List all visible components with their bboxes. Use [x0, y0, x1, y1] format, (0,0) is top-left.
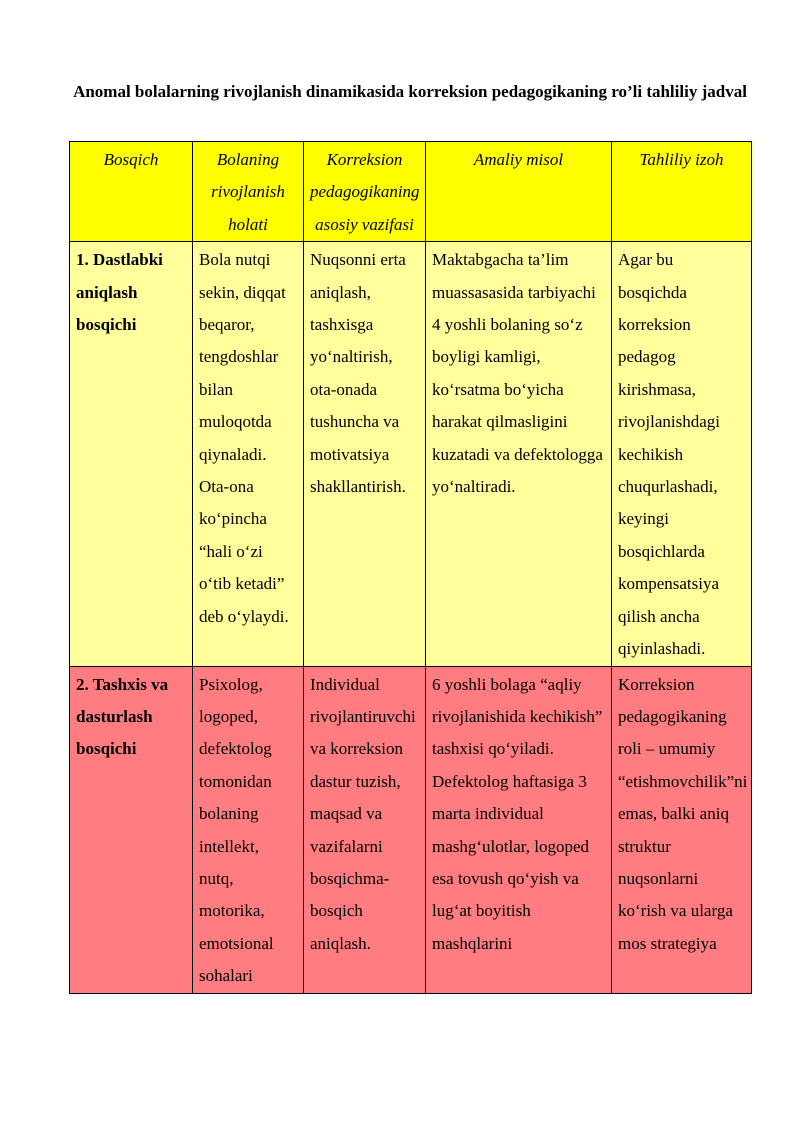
example-cell: Maktabgacha ta’lim muassasasida tarbiyachi 4 yoshli bolaning so‘z boyligi kamligi, ko‘rsatma bo‘yicha harakat qilmasligini kuzatadi va defektologga yo‘naltiradi. [426, 242, 612, 666]
state-cell: Psixolog, logoped, defektolog tomonidan bolaning intellekt, nutq, motorika, emotsional sohalari [193, 666, 304, 993]
example-cell: 6 yoshli bolaga “aqliy rivojlanishida kechikish” tashxisi qo‘yiladi. Defektolog haftasiga 3 marta individual mashg‘ulotlar, logoped esa tovush qo‘yish va lug‘at boyitish mashqlarini [426, 666, 612, 993]
table-row [70, 242, 752, 666]
header-correction-task: Korreksion pedagogikaning asosiy vazifasi [304, 142, 426, 242]
header-stage: Bosqich [70, 142, 193, 242]
header-analytic-comment: Tahliliy izoh [612, 142, 752, 242]
comment-cell: Korreksion pedagogikaning roli – umumiy “etishmovchilik”ni emas, balki aniq struktur nuqsonlarni ko‘rish va ularga mos strategiya [612, 666, 752, 993]
stage-cell: 2. Tashxis va dasturlash bosqichi [70, 666, 193, 993]
state-cell: Bola nutqi sekin, diqqat beqaror, tengdoshlar bilan muloqotda qiynaladi. Ota-ona ko‘pincha “hali o‘zi o‘tib ketadi” deb o‘ylaydi. [193, 242, 304, 666]
analysis-table [69, 141, 752, 994]
task-cell: Nuqsonni erta aniqlash, tashxisga yo‘naltirish, ota-onada tushuncha va motivatsiya shakllantirish. [304, 242, 426, 666]
table-header-row [70, 142, 752, 242]
table-row [70, 666, 752, 993]
task-cell: Individual rivojlantiruvchi va korreksion dastur tuzish, maqsad va vazifalarni bosqichma-bosqich aniqlash. [304, 666, 426, 993]
stage-cell: 1. Dastlabki aniqlash bosqichi [70, 242, 193, 666]
header-child-state: Bolaning rivojlanish holati [193, 142, 304, 242]
document-title: Anomal bolalarning rivojlanish dinamikasida korreksion pedagogikaning ro’li tahliliy jadval [73, 82, 747, 101]
header-practical-example: Amaliy misol [426, 142, 612, 242]
comment-cell: Agar bu bosqichda korreksion pedagog kirishmasa, rivojlanishdagi kechikish chuqurlashadi, keyingi bosqichlarda kompensatsiya qilish ancha qiyinlashadi. [612, 242, 752, 666]
